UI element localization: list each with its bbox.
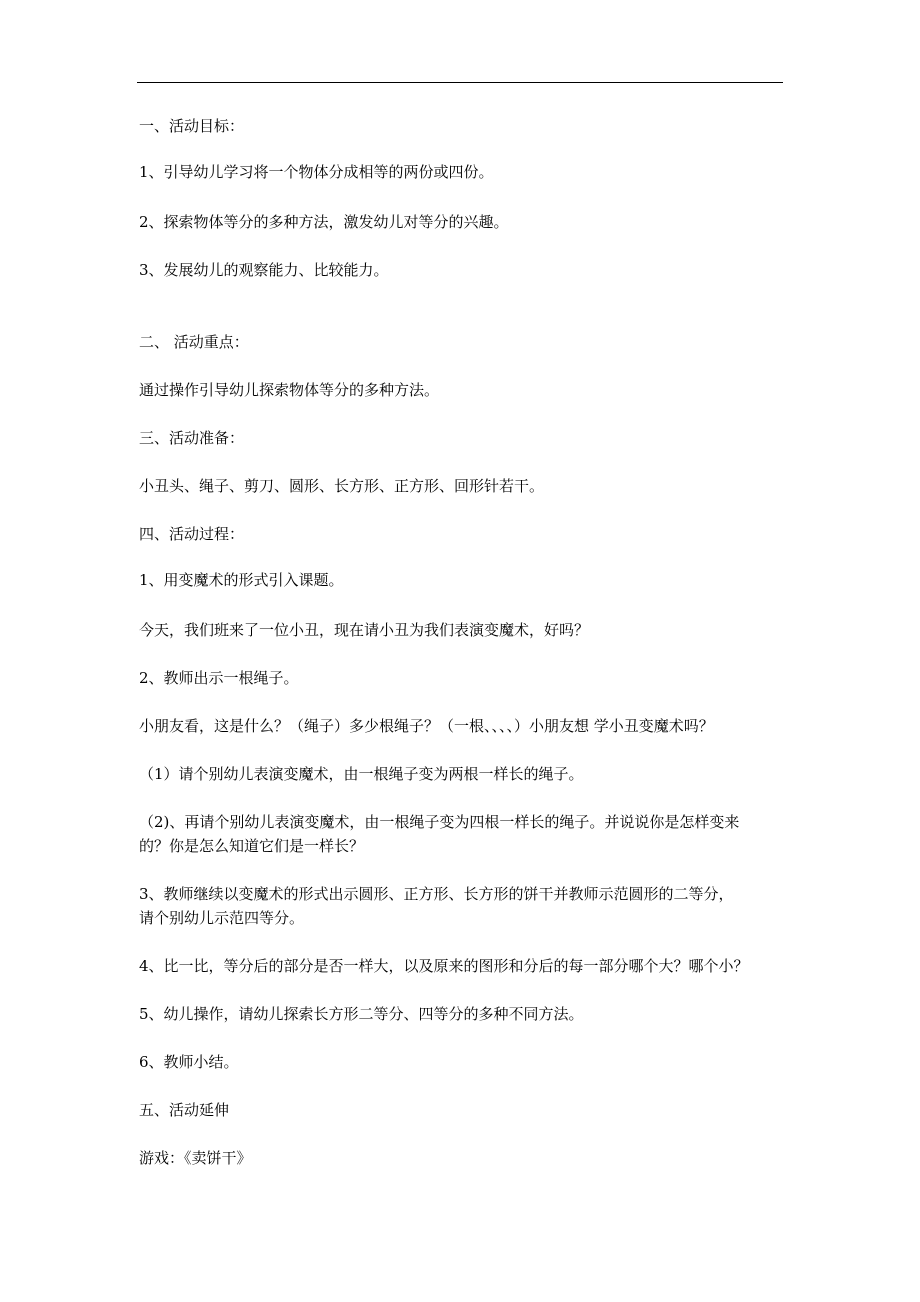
process-step-1: 1、用变魔术的形式引入课题。 [139, 571, 344, 589]
header-rule [137, 82, 783, 83]
process-step-5: 5、幼儿操作，请幼儿探索长方形二等分、四等分的多种不同方法。 [139, 1005, 584, 1023]
goal-item-1: 1、引导幼儿学习将一个物体分成相等的两份或四份。 [139, 163, 494, 181]
process-step-3-line-1: 3、教师继续以变魔术的形式出示圆形、正方形、长方形的饼干并教师示范圆形的二等分， [139, 885, 734, 903]
goal-item-3: 3、发展幼儿的观察能力、比较能力。 [139, 261, 389, 279]
process-step-2-text: 小朋友看，这是什么？（绳子）多少根绳子？（一根、、、、）小朋友想 学小丑变魔术吗？ [139, 717, 714, 735]
focus-text: 通过操作引导幼儿探索物体等分的多种方法。 [139, 381, 440, 399]
process-step-2-sub-2-line-2: 的？你是怎么知道它们是一样长？ [139, 837, 365, 855]
section-heading-focus: 二、 活动重点： [139, 333, 249, 351]
section-heading-preparation: 三、活动准备： [139, 429, 245, 447]
process-step-2: 2、教师出示一根绳子。 [139, 669, 299, 687]
process-step-6: 6、教师小结。 [139, 1053, 239, 1071]
process-step-1-text: 今天，我们班来了一位小丑，现在请小丑为我们表演变魔术，好吗？ [139, 621, 590, 639]
section-heading-extension: 五、活动延伸 [139, 1101, 230, 1119]
game-text: 游戏：《卖饼干》 [139, 1149, 252, 1167]
process-step-3-line-2: 请个别幼儿示范四等分。 [139, 909, 305, 927]
section-heading-goals: 一、活动目标： [139, 117, 245, 135]
section-heading-process: 四、活动过程： [139, 525, 245, 543]
process-step-2-sub-1: （1）请个别幼儿表演变魔术，由一根绳子变为两根一样长的绳子。 [139, 765, 584, 783]
process-step-4: 4、比一比，等分后的部分是否一样大，以及原来的图形和分后的每一部分哪个大？哪个小？ [139, 957, 749, 975]
process-step-2-sub-2-line-1: （2)、再请个别幼儿表演变魔术，由一根绳子变为四根一样长的绳子。并说说你是怎样变来 [139, 813, 740, 831]
materials-text: 小丑头、绳子、剪刀、圆形、长方形、正方形、回形针若干。 [139, 477, 545, 495]
goal-item-2: 2、探索物体等分的多种方法，激发幼儿对等分的兴趣。 [139, 213, 509, 231]
